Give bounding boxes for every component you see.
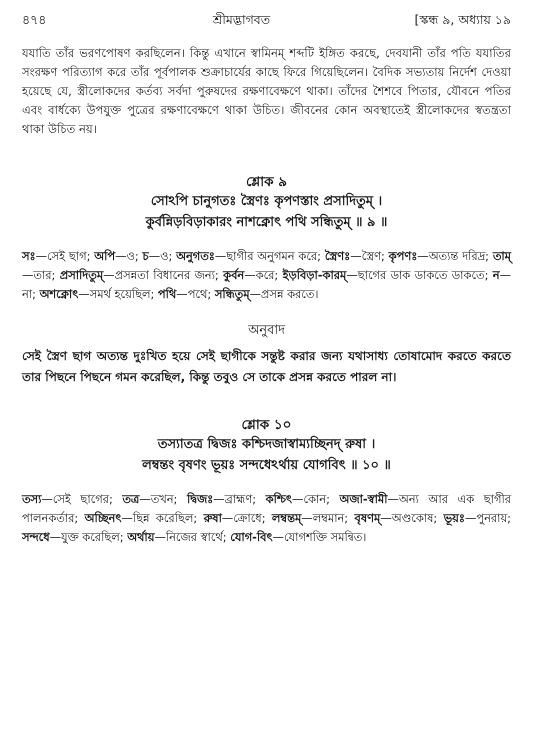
purport-paragraph: যযাতি তাঁর ভরণপোষণ করছিলেন। কিন্তু এখানে স্বামিনম্ শব্দটি ইঙ্গিত করছে, দেবযানী তাঁর পতি যযাতির সংরক্ষণ পরিত্যাগ করে তাঁর পূর্বপালক শুক্রাচার্যের কাছে ফিরে গিয়েছিলেন। বৈদিক সভ্যতায় নির্দেশ দেওয়া হয়েছে যে, স্ত্রীলোকদের কর্তব্য সর্বদা পুরুষদের রক্ষণাবেক্ষণে থাকা। তাঁদের শৈশবে পিতার, যৌবনে পতির এবং বার্ধক্যে উপযুক্ত পুত্রের রক্ষণাবেক্ষণে থাকা উচিত। জীবনের কোন অবস্থাতেই স্ত্রীলোকদের স্বতন্ত্রতা থাকা উচিত নয়। bbox=[22, 46, 511, 136]
verse-10 bbox=[22, 416, 511, 547]
synonym-meaning: ও; bbox=[126, 249, 143, 263]
synonym-word: কৃপণঃ bbox=[388, 249, 418, 263]
synonym-word: ভূয়ঃ bbox=[443, 511, 465, 525]
synonym-word: দ্বিজঃ bbox=[186, 492, 214, 506]
verse-line-1: তস্যাতত্র দ্বিজঃ কশ্চিদজাস্বাম্যচ্ছিনদ্ রুষা । bbox=[157, 437, 376, 452]
synonym-meaning: স্ত্রৈণ; bbox=[361, 249, 389, 263]
synonym-word: রুষা bbox=[203, 511, 222, 525]
synonym-meaning: সেই ছাগের; bbox=[52, 492, 123, 506]
synonym-word: অর্থায় bbox=[127, 530, 155, 544]
page-header bbox=[22, 12, 511, 34]
synonym-meaning: প্রসন্নতা বিধানের জন্য; bbox=[114, 268, 224, 282]
synonym-meaning: না; bbox=[22, 287, 40, 301]
synonym-meaning: কোন; bbox=[303, 492, 340, 506]
page-number: ৪৭৪ bbox=[22, 12, 47, 27]
synonym-word: তস্য bbox=[22, 492, 42, 506]
translation-heading: অনুবাদ bbox=[248, 323, 285, 338]
synonym-word: পথি bbox=[157, 287, 177, 301]
synonym-word: অশক্নোৎ bbox=[39, 287, 79, 301]
verse-line-2: লম্বন্তং বৃষণং ভূয়ঃ সন্দধেঽর্থায় যোগবিৎ ॥ ১০ ॥ bbox=[142, 458, 391, 473]
synonym-meaning: নিজের স্বার্থে; bbox=[165, 530, 231, 544]
synonym-word: কুর্বন bbox=[223, 268, 245, 282]
synonym-word: স্ত্রৈণঃ bbox=[324, 249, 351, 263]
synonym-word: অনুগতঃ bbox=[176, 249, 215, 263]
synonym-word: যোগ-বিৎ bbox=[230, 530, 273, 544]
synonym-meaning: অণ্ডকোষ; bbox=[391, 511, 444, 525]
synonym-meaning: অন্য আর এক ছাগীর পালনকর্তার; bbox=[22, 492, 511, 525]
synonym-word: কশ্চিৎ bbox=[265, 492, 293, 506]
synonym-meaning: করে; bbox=[255, 268, 283, 282]
synonym-word: অচ্ছিনৎ bbox=[84, 511, 122, 525]
synonym-meaning: তখন; bbox=[150, 492, 187, 506]
synonym-meaning: ছাগের ডাক ডাকতে ডাকতে; bbox=[357, 268, 493, 282]
verse-line-1: সোঽপি চানুগতঃ স্ত্রৈণঃ কৃপণস্তাং প্রসাদিতুম্ । bbox=[150, 194, 383, 209]
synonym-meaning: অত্যন্ত দরিদ্র; bbox=[428, 249, 493, 263]
synonym-word: অজা-স্বামী bbox=[339, 492, 388, 506]
synonym-word: তাম্ bbox=[492, 249, 511, 263]
synonym-meaning: ও; bbox=[160, 249, 177, 263]
synonym-word: ইড়বিড়া-কারম্ bbox=[282, 268, 347, 282]
verse-heading: শ্লোক ৯ bbox=[245, 174, 288, 190]
synonym-word: চ bbox=[142, 249, 149, 263]
synonym-meaning: লম্বমান; bbox=[312, 511, 355, 525]
synonym-word: সন্দধে bbox=[22, 530, 50, 544]
synonym-meaning: ছাগীর অনুগমন করে; bbox=[226, 249, 325, 263]
synonym-word: লম্বন্তম্ bbox=[271, 511, 302, 525]
synonym-meaning: যোগশক্তি সমন্বিত। bbox=[283, 530, 367, 544]
synonym-word: অপি bbox=[94, 249, 116, 263]
synonym-meaning: পথে; bbox=[187, 287, 215, 301]
synonym-word: তত্র bbox=[122, 492, 140, 506]
synonym-meaning: তার; bbox=[33, 268, 60, 282]
synonym-meaning: ক্রোধে; bbox=[233, 511, 272, 525]
chapter-reference: [স্কন্ধ ৯, অধ্যায় ১৯ bbox=[414, 12, 511, 27]
synonym-meaning: যুক্ত করেছিল; bbox=[61, 530, 128, 544]
verse-line-2: কুর্বন্নিড়বিড়াকারং নাশক্নোৎ পথি সন্ধিতুম্ ॥ ৯ ॥ bbox=[145, 215, 388, 230]
synonyms: সঃ—সেই ছাগ; অপি—ও; চ—ও; অনুগতঃ—ছাগীর অনুগমন করে; স্ত্রৈণঃ—স্ত্রৈণ; কৃপণঃ—অত্যন্ত দরিদ্র; তাম্—তার; প্রসাদিতুম্—প্রসন্নতা বিধানের জন্য; কুর্বন—করে; ইড়বিড়া-কারম্—ছাগের ডাক ডাকতে ডাকতে; ন—না; অশক্নোৎ—সমর্থ হয়েছিল; পথি—পথে; সন্ধিতুম্—প্রসন্ন করতে। bbox=[22, 249, 511, 301]
synonym-word: প্রসাদিতুম্ bbox=[59, 268, 104, 282]
synonym-word: সন্ধিতুম্ bbox=[214, 287, 250, 301]
synonym-meaning: সমর্থ হয়েছিল; bbox=[89, 287, 158, 301]
synonyms: তস্য—সেই ছাগের; তত্র—তখন; দ্বিজঃ—ব্রাহ্মণ; কশ্চিৎ—কোন; অজা-স্বামী—অন্য আর এক ছাগীর পালনকর্তার; অচ্ছিনৎ—ছিন্ন করেছিল; রুষা—ক্রোধে; লম্বন্তম্—লম্বমান; বৃষণম্—অণ্ডকোষ; ভূয়ঃ—পুনরায়; সন্দধে—যুক্ত করেছিল; অর্থায়—নিজের স্বার্থে; যোগ-বিৎ—যোগশক্তি সমন্বিত। bbox=[22, 492, 511, 544]
verse-heading: শ্লোক ১০ bbox=[241, 417, 292, 433]
synonym-meaning: ব্রাহ্মণ; bbox=[224, 492, 266, 506]
synonym-meaning: ছিন্ন করেছিল; bbox=[132, 511, 204, 525]
synonym-word: সঃ bbox=[22, 249, 36, 263]
verse-9 bbox=[22, 173, 511, 388]
synonym-meaning: সেই ছাগ; bbox=[47, 249, 95, 263]
book-title: শ্রীমদ্ভাগবত bbox=[212, 12, 271, 27]
synonym-meaning: প্রসন্ন করতে। bbox=[260, 287, 319, 301]
synonym-word: ন bbox=[492, 268, 500, 282]
synonym-meaning: পুনরায়; bbox=[476, 511, 511, 525]
translation-text: সেই স্ত্রৈণ ছাগ অত্যন্ত দুঃখিত হয়ে সেই ছাগীকে সন্তুষ্ট করার জন্য যথাসাধ্য তোষামোদ করতে করতে তার পিছনে পিছনে গমন করেছিল, কিন্তু তবুও সে তাকে প্রসন্ন করতে পারল না। bbox=[22, 349, 511, 384]
synonym-word: বৃষণম্ bbox=[354, 511, 381, 525]
